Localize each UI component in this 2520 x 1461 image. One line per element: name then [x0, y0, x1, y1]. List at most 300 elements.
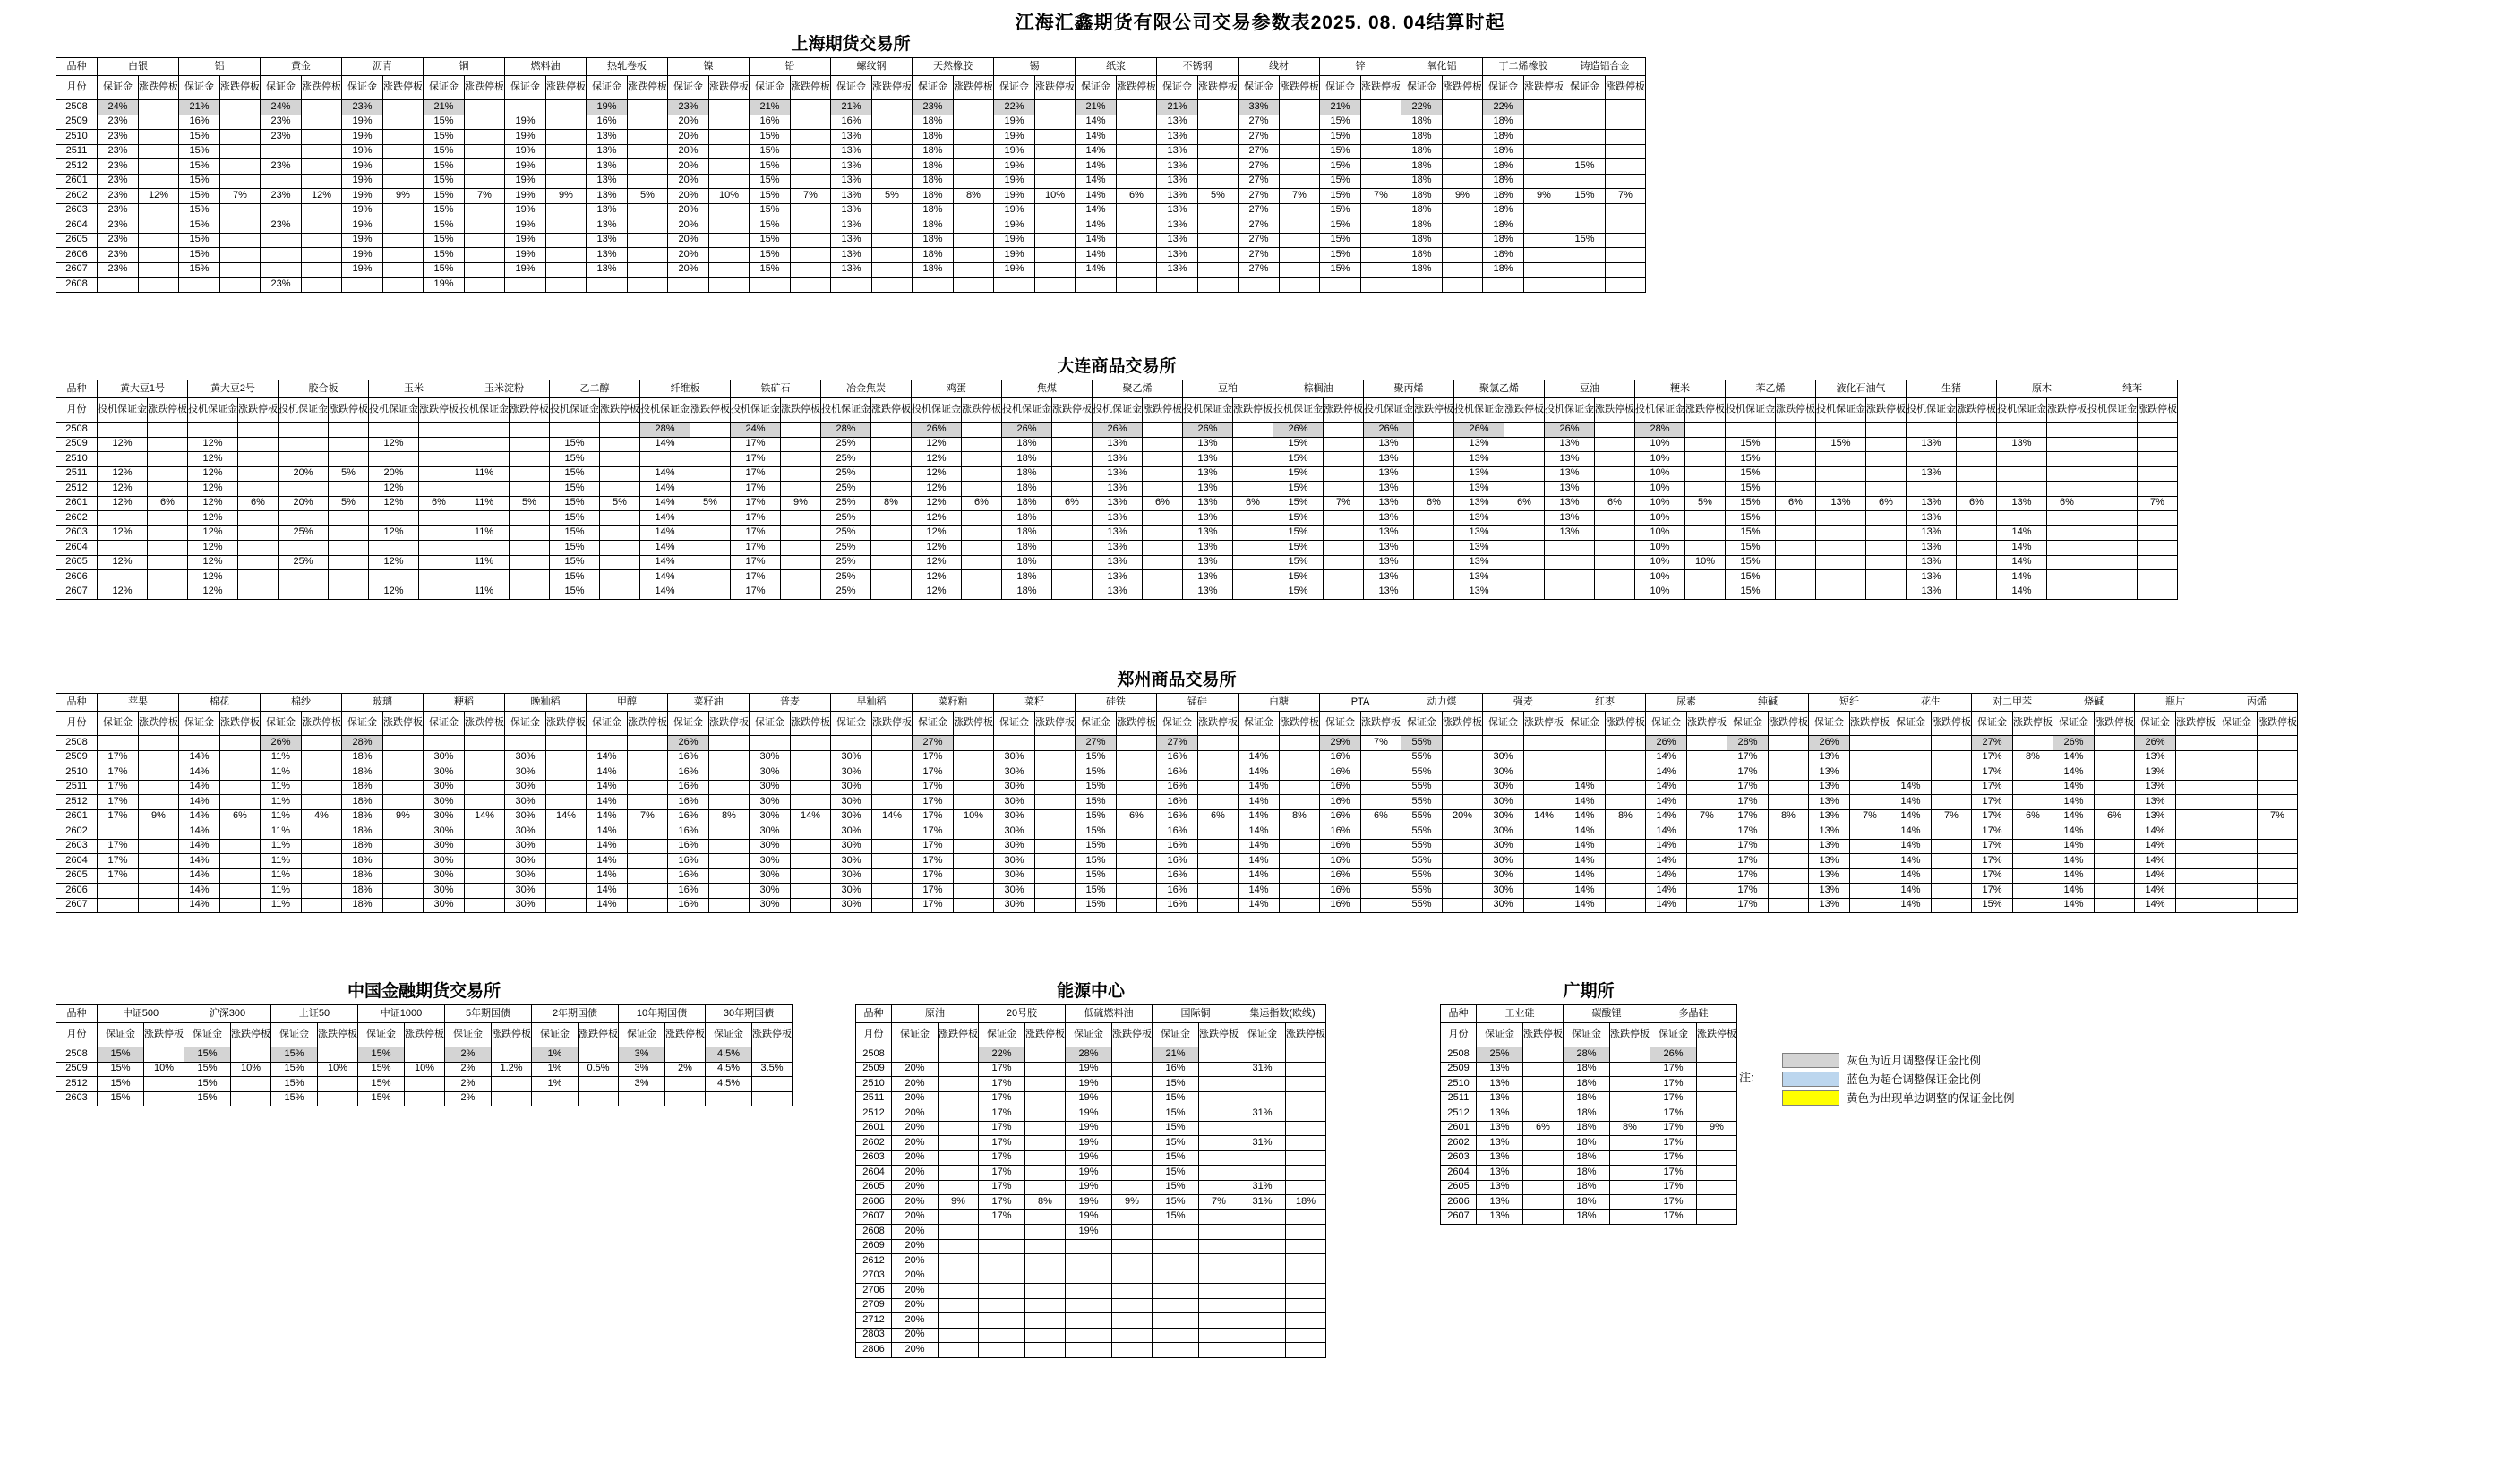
- limit-blank-20-1: [1025, 1343, 1066, 1358]
- subheader-margin-4: 投机保证金: [459, 398, 510, 423]
- margin-cell-8-11: 30%: [994, 854, 1035, 869]
- margin-cell-9-15: 16%: [1320, 868, 1361, 884]
- product-header-14: 线材: [1239, 58, 1320, 76]
- margin-cell-4-7: 20%: [668, 159, 709, 175]
- limit-blank-11-8: [871, 585, 912, 600]
- limit-blank-10-2: [1697, 1195, 1737, 1210]
- margin-cell-20-1: [979, 1343, 1025, 1358]
- margin-cell-11-22: [2087, 585, 2138, 600]
- subheader-margin-2: 保证金: [1650, 1023, 1697, 1047]
- limit-blank-3-7: [709, 144, 750, 159]
- margin-cell-2-8: 25%: [821, 452, 871, 467]
- margin-cell-2-5: 19%: [505, 130, 546, 145]
- limit-blank-8-13: [1198, 218, 1239, 234]
- margin-cell-1-1: 12%: [188, 437, 238, 452]
- margin-cell-8-4: 15%: [424, 218, 465, 234]
- limit-blank-2-23: [2013, 765, 2053, 781]
- margin-cell-1-11: 13%: [1093, 437, 1143, 452]
- margin-cell-13-4: [1239, 1239, 1286, 1254]
- table-row: [856, 1136, 1326, 1151]
- limit-blank-2-15: [1361, 130, 1401, 145]
- margin-cell-17-1: [979, 1298, 1025, 1313]
- month-label-7: 2603: [856, 1150, 892, 1166]
- margin-cell-6-24: 14%: [2053, 824, 2095, 840]
- margin-cell-8-1: 18%: [1564, 1166, 1610, 1181]
- margin-cell-3-18: 15%: [1726, 466, 1776, 482]
- limit-blank-9-8: [791, 868, 831, 884]
- margin-cell-11-19: [1816, 585, 1866, 600]
- subheader-limit-5: 涨跌停板: [600, 398, 640, 423]
- subheader-limit-1: 涨跌停板: [238, 398, 279, 423]
- limit-blank-5-4: [465, 174, 505, 189]
- subheader-limit-0: 涨跌停板: [139, 76, 179, 100]
- margin-cell-7-8: 30%: [750, 839, 791, 854]
- margin-cell-7-16: 55%: [1401, 839, 1443, 854]
- subheader-limit-14: 涨跌停板: [1280, 76, 1320, 100]
- margin-cell-6-0: 20%: [892, 1136, 939, 1151]
- margin-cell-1-3: 16%: [1153, 1062, 1199, 1077]
- limit-blank-1-19: [1866, 437, 1907, 452]
- limit-blank-0-12: [1233, 423, 1273, 438]
- margin-cell-2-19: 14%: [1646, 765, 1687, 781]
- margin-cell-7-12: 13%: [1183, 525, 1233, 541]
- limit-blank-3-17: [1524, 144, 1564, 159]
- margin-cell-10-3: 15%: [1153, 1195, 1199, 1210]
- limit-blank-4-17: [1524, 159, 1564, 175]
- margin-cell-6-14: 14%: [1239, 824, 1280, 840]
- margin-cell-5-13: 15%: [1273, 496, 1324, 511]
- margin-cell-3-4: [1239, 1091, 1286, 1106]
- limit-blank-2-21: [2047, 452, 2087, 467]
- limit-blank-0-6: [690, 423, 731, 438]
- limit-blank-0-1: [220, 736, 261, 751]
- limit-blank-7-20: [1769, 839, 1809, 854]
- limit-blank-7-2: [1112, 1150, 1153, 1166]
- margin-cell-4-4: 15%: [424, 159, 465, 175]
- limit-blank-10-7: [781, 570, 821, 585]
- subheader-limit-8: 涨跌停板: [871, 398, 912, 423]
- limit-blank-4-16: [1595, 482, 1635, 497]
- margin-cell-5-26: [2216, 809, 2258, 824]
- subheader-margin-7: 保证金: [668, 76, 709, 100]
- margin-cell-8-7: 16%: [668, 854, 709, 869]
- limit-blank-10-19: [1866, 570, 1907, 585]
- limit-blank-4-6: [628, 159, 668, 175]
- limit-blank-0-6: [628, 736, 668, 751]
- month-label-3: 2603: [56, 1091, 98, 1106]
- limit-blank-11-24: [2095, 898, 2135, 913]
- limit-blank-4-23: [2013, 795, 2053, 810]
- subheader-limit-9: 涨跌停板: [962, 398, 1002, 423]
- limit-blank-1-13: [1198, 750, 1239, 765]
- limit-blank-0-0: [144, 1047, 184, 1063]
- limit-blank-9-15: [1504, 555, 1545, 570]
- product-header-2: 棉纱: [261, 694, 342, 712]
- margin-cell-8-12: 15%: [1076, 854, 1117, 869]
- margin-cell-3-12: 13%: [1183, 466, 1233, 482]
- margin-cell-8-15: 16%: [1320, 854, 1361, 869]
- limit-blank-9-7: [781, 555, 821, 570]
- month-label-17: 2709: [856, 1298, 892, 1313]
- margin-cell-4-16: 55%: [1401, 795, 1443, 810]
- subheader-limit-19: 涨跌停板: [1687, 712, 1727, 736]
- margin-cell-10-2: 19%: [1066, 1195, 1112, 1210]
- limit-blank-9-14: [1414, 555, 1454, 570]
- margin-cell-3-2: 17%: [1650, 1091, 1697, 1106]
- limit-blank-11-4: [1286, 1209, 1326, 1225]
- margin-cell-2-4: 30%: [424, 765, 465, 781]
- limit-blank-2-5: [579, 1077, 619, 1092]
- limit-blank-0-22: [2138, 423, 2178, 438]
- subheader-margin-18: 保证金: [1564, 712, 1606, 736]
- limit-blank-11-5: [600, 585, 640, 600]
- limit-blank-2-17: [1524, 130, 1564, 145]
- limit-blank-1-7: [709, 750, 750, 765]
- margin-cell-6-1: 14%: [179, 824, 220, 840]
- margin-cell-10-17: 10%: [1635, 570, 1685, 585]
- margin-cell-5-13: 13%: [1157, 174, 1198, 189]
- margin-cell-16-3: [1153, 1284, 1199, 1299]
- margin-cell-9-17: 18%: [1483, 233, 1524, 248]
- margin-cell-7-21: 14%: [1997, 525, 2047, 541]
- limit-blank-7-9: [872, 203, 913, 218]
- margin-cell-5-19: 13%: [1816, 496, 1866, 511]
- margin-cell-4-16: 13%: [1545, 482, 1595, 497]
- margin-cell-1-3: 12%: [369, 437, 419, 452]
- limit-blank-0-7: [781, 423, 821, 438]
- limit-blank-10-14: [1280, 884, 1320, 899]
- limit-blank-6-21: [2047, 511, 2087, 526]
- margin-cell-1-12: 14%: [1076, 115, 1117, 130]
- month-label-6: 2602: [856, 1136, 892, 1151]
- limit-blank-11-2: [302, 898, 342, 913]
- margin-cell-12-3: [1153, 1225, 1199, 1240]
- limit-blank-7-21: [2047, 525, 2087, 541]
- margin-cell-7-10: 17%: [913, 839, 954, 854]
- limit-blank-3-11: [1143, 466, 1183, 482]
- margin-cell-8-16: 18%: [1401, 218, 1443, 234]
- table-row: [856, 1091, 1326, 1106]
- month-label-9: 2605: [856, 1180, 892, 1195]
- margin-cell-2-14: 14%: [1239, 765, 1280, 781]
- subheader-limit-3: 涨跌停板: [383, 76, 424, 100]
- limit-blank-12-16: [1443, 278, 1483, 293]
- limit-blank-3-4: [510, 466, 550, 482]
- limit-blank-4-6: [628, 795, 668, 810]
- limit-blank-1-6: [628, 115, 668, 130]
- limit-blank-1-1: [220, 750, 261, 765]
- limit-cell-10: 6%: [1052, 496, 1093, 511]
- margin-cell-6-7: 17%: [731, 511, 781, 526]
- limit-blank-1-17: [1524, 750, 1564, 765]
- margin-cell-6-13: 15%: [1273, 511, 1324, 526]
- limit-blank-0-5: [546, 736, 587, 751]
- limit-blank-10-3: [383, 248, 424, 263]
- table-row: [56, 824, 2298, 840]
- limit-blank-8-6: [690, 541, 731, 556]
- subheader-limit-3: 涨跌停板: [419, 398, 459, 423]
- limit-blank-7-4: [465, 839, 505, 854]
- limit-blank-1-9: [962, 437, 1002, 452]
- margin-cell-7-9: 12%: [912, 525, 962, 541]
- margin-cell-7-18: [1564, 203, 1606, 218]
- limit-blank-7-16: [1443, 839, 1483, 854]
- limit-blank-1-15: [1361, 115, 1401, 130]
- margin-cell-3-7: 16%: [668, 780, 709, 795]
- table-dce: [56, 380, 2178, 600]
- margin-cell-2-2: 15%: [271, 1077, 318, 1092]
- margin-cell-4-12: 15%: [1076, 795, 1117, 810]
- subheader-margin-5: 保证金: [505, 76, 546, 100]
- limit-blank-8-26: [2258, 854, 2298, 869]
- limit-blank-10-19: [1687, 884, 1727, 899]
- limit-blank-3-12: [1117, 780, 1157, 795]
- limit-blank-9-5: [546, 233, 587, 248]
- margin-cell-0-1: 22%: [979, 1047, 1025, 1063]
- limit-blank-1-12: [1117, 115, 1157, 130]
- table-row: [56, 452, 2178, 467]
- margin-cell-4-18: 14%: [1564, 795, 1606, 810]
- margin-cell-11-0: 20%: [892, 1209, 939, 1225]
- limit-blank-2-5: [600, 452, 640, 467]
- subheader-margin-3: 保证金: [1153, 1023, 1199, 1047]
- margin-cell-11-18: 15%: [1726, 585, 1776, 600]
- subheader-margin-3: 保证金: [358, 1023, 405, 1047]
- margin-cell-4-1: 15%: [179, 159, 220, 175]
- margin-cell-12-12: [1076, 278, 1117, 293]
- margin-cell-0-7: 4.5%: [706, 1047, 752, 1063]
- limit-blank-3-0: [139, 780, 179, 795]
- margin-cell-4-3: 12%: [369, 482, 419, 497]
- margin-cell-7-8: 25%: [821, 525, 871, 541]
- limit-blank-8-25: [2176, 854, 2216, 869]
- limit-blank-4-16: [1443, 795, 1483, 810]
- month-label-12: 2608: [56, 278, 98, 293]
- margin-cell-6-17: 10%: [1635, 511, 1685, 526]
- limit-blank-7-10: [954, 203, 994, 218]
- limit-blank-8-0: [139, 218, 179, 234]
- limit-blank-0-11: [1035, 100, 1076, 115]
- month-label-9: 2605: [56, 868, 98, 884]
- margin-cell-0-11: 26%: [1093, 423, 1143, 438]
- margin-cell-17-0: 20%: [892, 1298, 939, 1313]
- margin-cell-11-9: 12%: [912, 585, 962, 600]
- margin-cell-1-1: 15%: [184, 1062, 231, 1077]
- limit-blank-10-18: [1776, 570, 1816, 585]
- limit-cell-12: 6%: [1117, 809, 1157, 824]
- limit-blank-9-24: [2095, 868, 2135, 884]
- margin-cell-10-2: 17%: [1650, 1195, 1697, 1210]
- margin-cell-10-21: 13%: [1809, 884, 1850, 899]
- margin-cell-5-10: 18%: [1002, 496, 1052, 511]
- limit-blank-7-0: [148, 525, 188, 541]
- margin-cell-20-0: 20%: [892, 1343, 939, 1358]
- subheader-limit-26: 涨跌停板: [2258, 712, 2298, 736]
- margin-cell-5-7: 17%: [731, 496, 781, 511]
- margin-cell-1-22: [1890, 750, 1932, 765]
- limit-cell-1: 8%: [1025, 1195, 1066, 1210]
- margin-cell-7-0: 12%: [98, 525, 148, 541]
- table-row: [56, 1047, 793, 1063]
- limit-blank-2-1: [1610, 1077, 1650, 1092]
- limit-blank-3-22: [2138, 466, 2178, 482]
- limit-blank-14-4: [1286, 1254, 1326, 1269]
- margin-cell-5-22: 14%: [1890, 809, 1932, 824]
- product-header-6: 10年期国债: [619, 1005, 706, 1023]
- margin-cell-5-1: 15%: [179, 174, 220, 189]
- margin-cell-7-7: 17%: [731, 525, 781, 541]
- table-row: [1441, 1062, 1737, 1077]
- margin-cell-10-12: 14%: [1076, 248, 1117, 263]
- product-header-8: 铅: [750, 58, 831, 76]
- limit-blank-8-18: [1606, 854, 1646, 869]
- limit-blank-8-8: [791, 854, 831, 869]
- limit-blank-2-7: [709, 765, 750, 781]
- limit-blank-9-16: [1595, 555, 1635, 570]
- margin-cell-2-3: [369, 452, 419, 467]
- limit-blank-2-0: [1523, 1077, 1564, 1092]
- margin-cell-3-19: [1816, 466, 1866, 482]
- margin-cell-7-22: 14%: [1890, 839, 1932, 854]
- margin-cell-5-14: 14%: [1239, 809, 1280, 824]
- margin-cell-6-9: 12%: [912, 511, 962, 526]
- table-row: [56, 1077, 793, 1092]
- limit-cell-12: 6%: [1117, 189, 1157, 204]
- margin-cell-9-21: 13%: [1809, 868, 1850, 884]
- margin-cell-2-2: [279, 452, 329, 467]
- limit-blank-7-8: [871, 525, 912, 541]
- limit-blank-0-24: [2095, 736, 2135, 751]
- limit-blank-7-14: [1414, 525, 1454, 541]
- limit-blank-4-2: [1112, 1106, 1153, 1122]
- product-header-18: 红枣: [1564, 694, 1646, 712]
- margin-cell-8-8: 25%: [821, 541, 871, 556]
- limit-blank-12-1: [220, 278, 261, 293]
- margin-cell-8-12: 14%: [1076, 218, 1117, 234]
- limit-blank-4-10: [954, 159, 994, 175]
- limit-blank-11-21: [2047, 585, 2087, 600]
- margin-cell-8-7: 20%: [668, 218, 709, 234]
- limit-blank-9-10: [954, 868, 994, 884]
- margin-cell-0-0: [98, 736, 139, 751]
- limit-blank-0-2: [329, 423, 369, 438]
- table-row: [56, 233, 1646, 248]
- margin-cell-1-25: 13%: [2135, 750, 2176, 765]
- month-label-7: 2603: [56, 203, 98, 218]
- limit-blank-6-12: [1117, 824, 1157, 840]
- margin-cell-3-12: 15%: [1076, 780, 1117, 795]
- limit-blank-1-4: [510, 437, 550, 452]
- limit-blank-8-3: [419, 541, 459, 556]
- limit-blank-6-6: [628, 824, 668, 840]
- margin-cell-1-5: 19%: [505, 115, 546, 130]
- limit-blank-0-26: [2258, 736, 2298, 751]
- margin-cell-1-14: 13%: [1364, 437, 1414, 452]
- header-month-label: 月份: [856, 1023, 892, 1047]
- month-label-3: 2511: [56, 466, 98, 482]
- margin-cell-8-16: 55%: [1401, 854, 1443, 869]
- table-row: [1441, 1209, 1737, 1225]
- margin-cell-18-2: [1066, 1313, 1112, 1329]
- margin-cell-2-1: 15%: [184, 1077, 231, 1092]
- limit-blank-9-2: [302, 233, 342, 248]
- header-month-label: 月份: [56, 1023, 98, 1047]
- limit-blank-0-15: [1361, 100, 1401, 115]
- subheader-limit-2: 涨跌停板: [302, 712, 342, 736]
- subheader-margin-10: 保证金: [913, 712, 954, 736]
- margin-cell-6-10: 18%: [1002, 511, 1052, 526]
- table-row: [56, 189, 1646, 204]
- margin-cell-0-1: 21%: [179, 100, 220, 115]
- margin-cell-5-0: 13%: [1477, 1121, 1523, 1136]
- subheader-limit-11: 涨跌停板: [1035, 712, 1076, 736]
- margin-cell-6-4: 15%: [424, 189, 465, 204]
- limit-blank-10-14: [1280, 248, 1320, 263]
- limit-blank-10-4: [510, 570, 550, 585]
- margin-cell-10-16: [1545, 570, 1595, 585]
- limit-blank-4-16: [1443, 159, 1483, 175]
- margin-cell-5-11: 13%: [1093, 496, 1143, 511]
- limit-blank-17-0: [939, 1298, 979, 1313]
- margin-cell-8-3: 18%: [342, 854, 383, 869]
- limit-cell-13: 6%: [1198, 809, 1239, 824]
- margin-cell-6-14: 27%: [1239, 189, 1280, 204]
- margin-cell-9-10: 18%: [913, 233, 954, 248]
- margin-cell-2-13: 13%: [1157, 130, 1198, 145]
- margin-cell-19-4: [1239, 1328, 1286, 1343]
- margin-cell-11-4: 11%: [459, 585, 510, 600]
- limit-blank-11-3: [383, 898, 424, 913]
- subheader-margin-23: 保证金: [1972, 712, 2013, 736]
- margin-cell-4-20: [1907, 482, 1957, 497]
- margin-cell-1-15: 16%: [1320, 750, 1361, 765]
- margin-cell-1-13: 15%: [1273, 437, 1324, 452]
- margin-cell-1-1: 17%: [979, 1062, 1025, 1077]
- margin-cell-10-14: 13%: [1364, 570, 1414, 585]
- margin-cell-8-11: 19%: [994, 218, 1035, 234]
- limit-blank-1-20: [1769, 750, 1809, 765]
- margin-cell-6-2: 19%: [1066, 1136, 1112, 1151]
- limit-blank-0-5: [579, 1047, 619, 1063]
- margin-cell-4-10: 18%: [1002, 482, 1052, 497]
- limit-blank-8-1: [220, 218, 261, 234]
- limit-cell-19: 6%: [1866, 496, 1907, 511]
- czce-product-header-row: [56, 694, 2298, 712]
- limit-blank-0-18: [1606, 736, 1646, 751]
- margin-cell-11-18: [1564, 262, 1606, 278]
- month-label-9: 2605: [1441, 1180, 1477, 1195]
- limit-blank-11-4: [510, 585, 550, 600]
- limit-cell-8: 8%: [871, 496, 912, 511]
- product-header-3: 国际铜: [1153, 1005, 1239, 1023]
- table-row: [56, 278, 1646, 293]
- margin-cell-4-0: 23%: [98, 159, 139, 175]
- limit-blank-9-12: [1233, 555, 1273, 570]
- margin-cell-1-9: 16%: [831, 115, 872, 130]
- limit-cell-14: 7%: [1280, 189, 1320, 204]
- margin-cell-12-5: [505, 278, 546, 293]
- margin-cell-5-17: 30%: [1483, 809, 1524, 824]
- product-header-20: 纯碱: [1727, 694, 1809, 712]
- margin-cell-12-17: [1483, 278, 1524, 293]
- limit-blank-9-9: [962, 555, 1002, 570]
- subheader-limit-4: 涨跌停板: [492, 1023, 532, 1047]
- margin-cell-5-12: 15%: [1076, 809, 1117, 824]
- limit-blank-2-14: [1414, 452, 1454, 467]
- limit-blank-2-7: [781, 452, 821, 467]
- gfex-product-header-row: [1441, 1005, 1737, 1023]
- margin-cell-6-9: 30%: [831, 824, 872, 840]
